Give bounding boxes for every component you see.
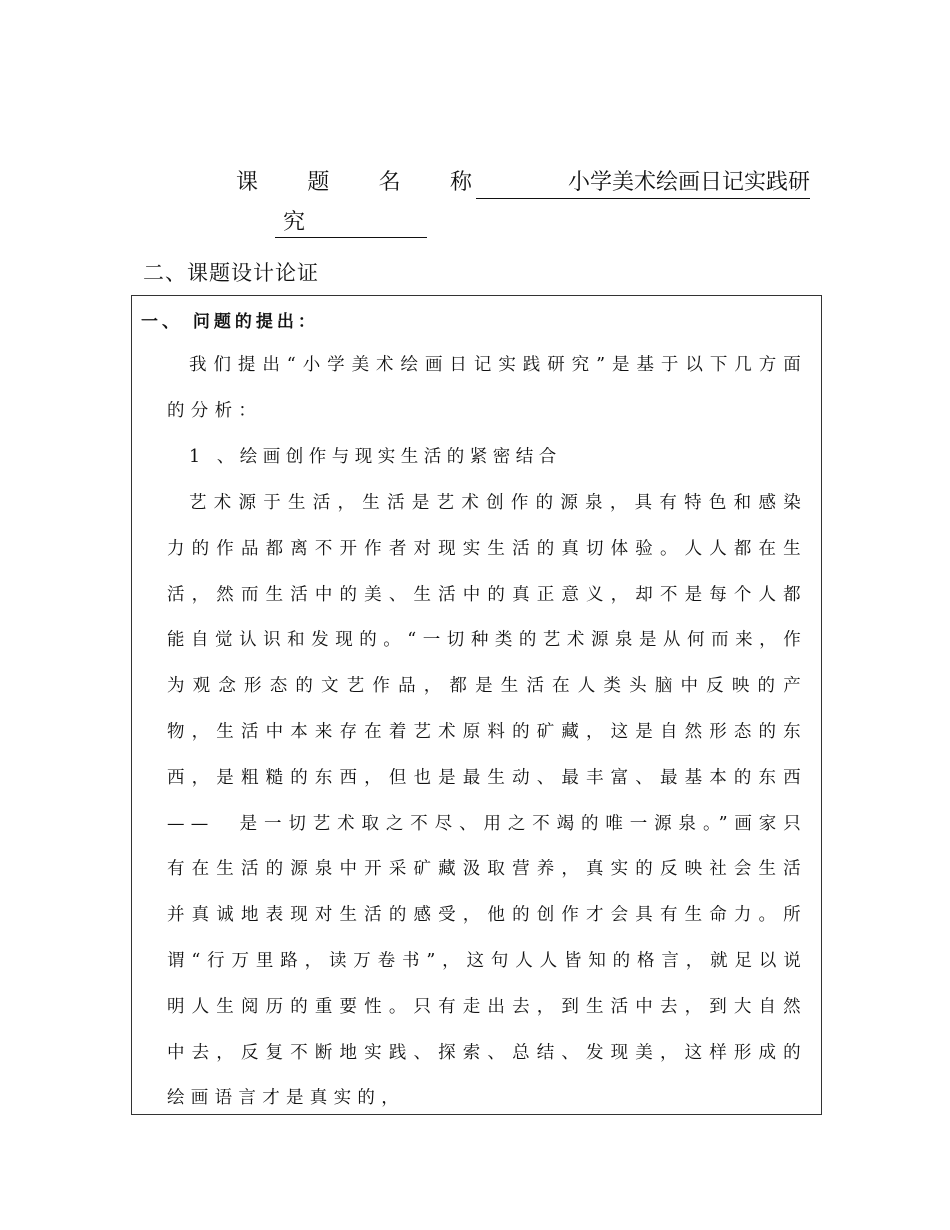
problem-heading: 一、 问题的提出： — [141, 312, 319, 332]
title-value-line2: 究 — [275, 210, 427, 238]
title-label — [236, 168, 472, 198]
title-label-char: 称 — [449, 170, 472, 195]
title-label-char: 题 — [307, 170, 330, 195]
title-row — [236, 168, 810, 202]
section-heading: 二、课题设计论证 — [143, 261, 319, 285]
title-value-line1: 小学美术绘画日记实践研 — [567, 170, 810, 195]
content-box — [131, 295, 822, 1115]
title-label-char: 名 — [378, 170, 401, 195]
body-paragraph: 艺术源于生活，生活是艺术创作的源泉，具有特色和感染力的作品都离不开作者对现实生活的真切体验。人人都在生活，然而生活中的美、生活中的真正意义，却不是每个人都能自觉认识和发现的。“一切种类的艺术源泉是从何而来，作为观念形态的文艺作品，都是生活在人类头脑中反映的产物，生活中本来存在着艺术原料的矿藏，这是自然形态的东西，是粗糙的东西，但也是最生动、最丰富、最基本的东西—— 是一切艺术取之不尽、用之不竭的唯一源泉。”画家只有在生活的源泉中开采矿藏汲取营养，真实的反映社会生活并真诚地表现对生活的感受，他的创作才会具有生命力。所谓“行万里路，读万卷书”，这句人人皆知的格言，就足以说明人生阅历的重要性。只有走出去，到生活中去，到大自然中去，反复不断地实践、探索、总结、发现美，这样形成的绘画语言才是真实的， — [167, 493, 807, 1109]
title-value-field — [476, 168, 810, 199]
title-label-char: 课 — [236, 170, 259, 195]
intro-paragraph: 我们提出“小学美术绘画日记实践研究”是基于以下几方面的分析： — [167, 355, 807, 421]
point-1-heading: 1 、绘画创作与现实生活的紧密结合 — [189, 447, 562, 467]
